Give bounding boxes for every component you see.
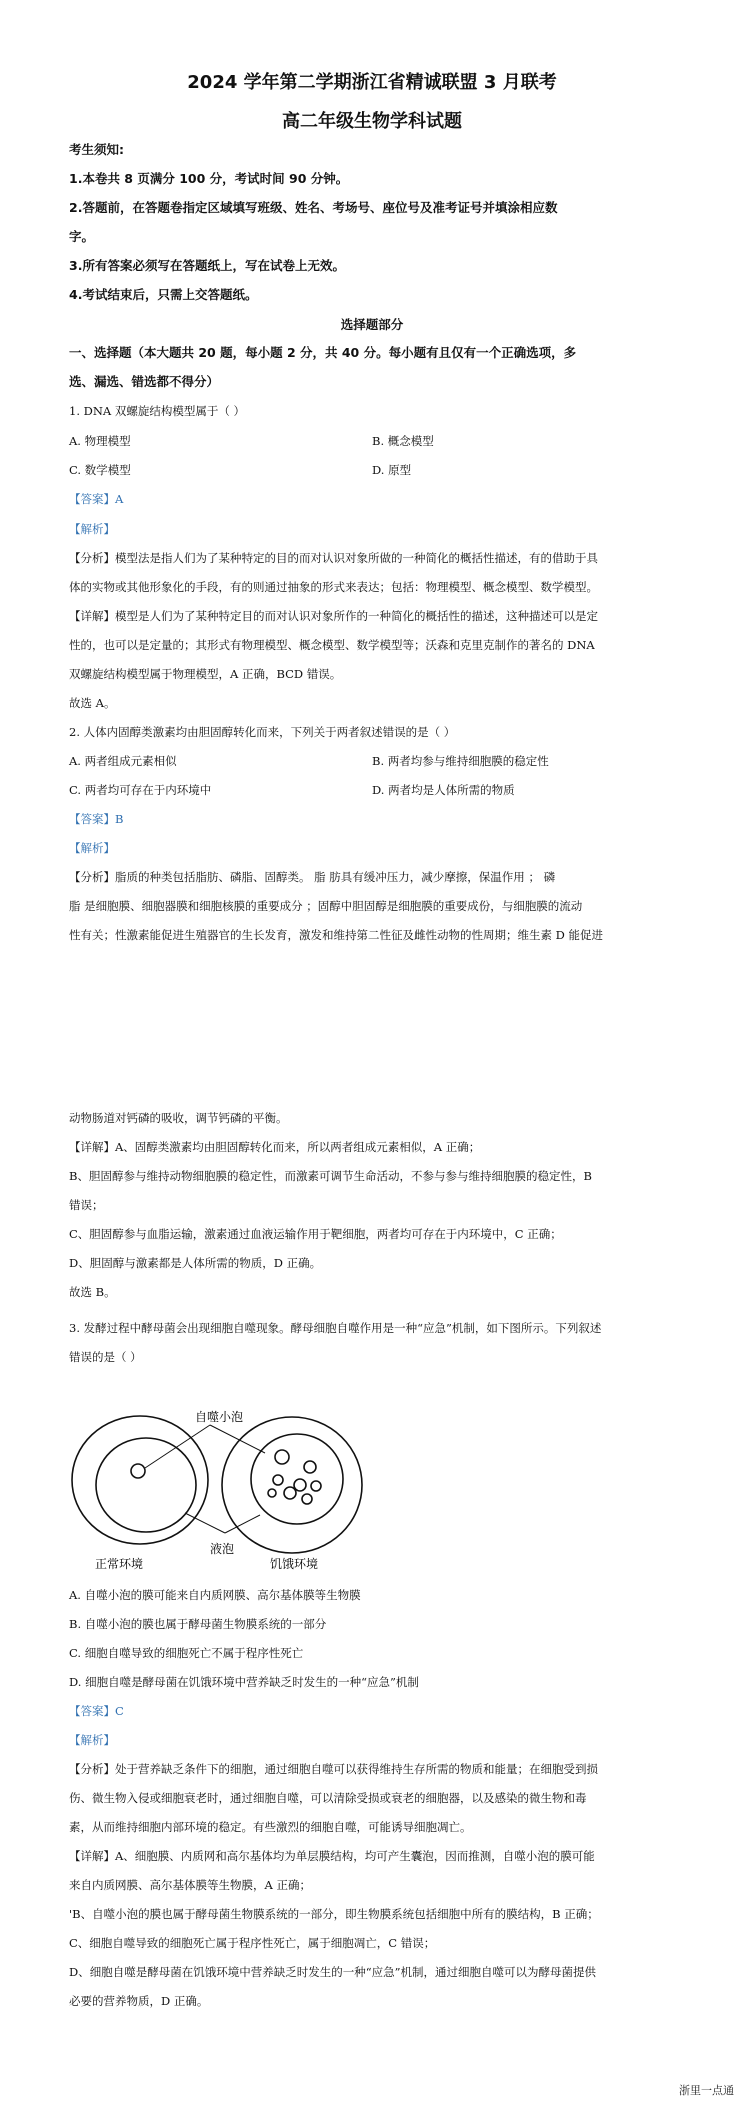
q2-line: 错误； bbox=[69, 1198, 104, 1212]
q2-option-a: A. 两者组成元素相似 bbox=[69, 754, 177, 768]
q3-line: 来自内质网膜、高尔基体膜等生物膜，A 正确； bbox=[69, 1878, 311, 1892]
notice-heading: 考生须知: bbox=[69, 142, 124, 157]
label-normal: 正常环境 bbox=[95, 1557, 144, 1571]
footer-watermark: 浙里一点通 bbox=[679, 2084, 734, 2097]
q2-line: B、胆固醇参与维持动物细胞膜的稳定性，而激素可调节生命活动，不参与参与维持细胞膜的稳定性，B bbox=[69, 1169, 592, 1183]
q1-line: 【分析】模型法是指人们为了某种特定的目的而对认识对象所做的一种简化的概括性描述，有的借助于具 bbox=[69, 551, 598, 565]
q3-option-d: D. 细胞自噬是酵母菌在饥饿环境中营养缺乏时发生的一种“应急”机制 bbox=[69, 1675, 419, 1689]
q1-option-a: A. 物理模型 bbox=[69, 434, 131, 448]
q2-option-d: D. 两者均是人体所需的物质 bbox=[372, 783, 515, 797]
q1-option-c: C. 数学模型 bbox=[69, 463, 131, 477]
q1-analysis-label: 【解析】 bbox=[69, 522, 115, 536]
q3-line: D、细胞自噬是酵母菌在饥饿环境中营养缺乏时发生的一种“应急”机制，通过细胞自噬可以为酵母菌提供 bbox=[69, 1965, 596, 1979]
q3-option-b: B. 自噬小泡的膜也属于酵母菌生物膜系统的一部分 bbox=[69, 1617, 327, 1631]
q1-line: 故选 A。 bbox=[69, 696, 116, 710]
q2-line: 【详解】A、固醇类激素均由胆固醇转化而来，所以两者组成元素相似，A 正确； bbox=[69, 1140, 481, 1154]
normal-cell-outer bbox=[72, 1416, 208, 1544]
q3-line: 【详解】A、细胞膜、内质网和高尔基体均为单层膜结构，均可产生囊泡，因而推测，自噬小泡的膜可能 bbox=[69, 1849, 595, 1863]
q3-line: 必要的营养物质，D 正确。 bbox=[69, 1994, 209, 2008]
normal-vacuole bbox=[96, 1438, 196, 1532]
q1-line: 双螺旋结构模型属于物理模型，A 正确，BCD 错误。 bbox=[69, 667, 342, 681]
q1-answer: 【答案】A bbox=[69, 492, 124, 506]
q1-stem: 1. DNA 双螺旋结构模型属于（ ） bbox=[69, 404, 246, 418]
q3-option-a: A. 自噬小泡的膜可能来自内质网膜、高尔基体膜等生物膜 bbox=[69, 1588, 361, 1602]
q3-line: 【分析】处于营养缺乏条件下的细胞，通过细胞自噬可以获得维持生存所需的物质和能量；在细胞受到损 bbox=[69, 1762, 598, 1776]
q2-option-c: C. 两者均可存在于内环境中 bbox=[69, 783, 212, 797]
q3-answer: 【答案】C bbox=[69, 1704, 124, 1718]
q2-line: 故选 B。 bbox=[69, 1285, 116, 1299]
yeast-autophagy-figure bbox=[60, 1405, 370, 1580]
normal-autophagosome bbox=[131, 1464, 145, 1478]
label-starve: 饥饿环境 bbox=[270, 1557, 319, 1571]
q3-option-c: C. 细胞自噬导致的细胞死亡不属于程序性死亡 bbox=[69, 1646, 304, 1660]
q2-answer: 【答案】B bbox=[69, 812, 124, 826]
q3-stem: 3. 发酵过程中酵母菌会出现细胞自噬现象。酵母细胞自噬作用是一种“应急”机制，如下图所示。下列叙述 bbox=[69, 1321, 602, 1335]
notice-item: 4.考试结束后，只需上交答题纸。 bbox=[69, 287, 258, 302]
q3-analysis-label: 【解析】 bbox=[69, 1733, 115, 1747]
q1-line: 性的，也可以是定量的；其形式有物理模型、概念模型、数学模型等；沃森和克里克制作的著名的 DNA bbox=[69, 638, 595, 652]
q2-line: C、胆固醇参与血脂运输，激素通过血液运输作用于靶细胞，两者均可存在于内环境中，C 正确； bbox=[69, 1227, 562, 1241]
q1-option-d: D. 原型 bbox=[372, 463, 412, 477]
q2-line: 【分析】脂质的种类包括脂肪、磷脂、固醇类。 脂 肪具有缓冲压力，减少摩擦，保温作用 ； 磷 bbox=[69, 870, 556, 884]
exam-subtitle: 高二年级生物学科试题 bbox=[282, 111, 462, 132]
q2-line: D、胆固醇与激素都是人体所需的物质，D 正确。 bbox=[69, 1256, 322, 1270]
section-title: 选择题部分 bbox=[340, 317, 404, 332]
starve-cell-outer bbox=[222, 1417, 362, 1553]
q1-line: 【详解】模型是人们为了某种特定目的而对认识对象所作的一种简化的概括性的描述，这种描述可以是定 bbox=[69, 609, 598, 623]
q2-analysis-label: 【解析】 bbox=[69, 841, 115, 855]
q2-line: 脂 是细胞膜、细胞器膜和细胞核膜的重要成分 ；固醇中胆固醇是细胞膜的重要成份，与细胞膜的流动 bbox=[69, 899, 583, 913]
q3-line: 伤、微生物入侵或细胞衰老时，通过细胞自噬，可以清除受损或衰老的细胞器，以及感染的微生物和毒 bbox=[69, 1791, 587, 1805]
notice-item: 2.答题前，在答题卷指定区域填写班级、姓名、考场号、座位号及准考证号并填涂相应数 bbox=[69, 200, 558, 215]
notice-item: 字。 bbox=[69, 229, 95, 244]
notice-item: 3.所有答案必须写在答题纸上，写在试卷上无效。 bbox=[69, 258, 345, 273]
exam-title: 2024 学年第二学期浙江省精诚联盟 3 月联考 bbox=[187, 72, 557, 93]
q2-option-b: B. 两者均参与维持细胞膜的稳定性 bbox=[372, 754, 549, 768]
q3-line: C、细胞自噬导致的细胞死亡属于程序性死亡，属于细胞凋亡，C 错误； bbox=[69, 1936, 436, 1950]
q1-option-b: B. 概念模型 bbox=[372, 434, 434, 448]
notice-item: 1.本卷共 8 页满分 100 分，考试时间 90 分钟。 bbox=[69, 171, 349, 186]
q3-stem: 错误的是（ ） bbox=[69, 1350, 142, 1364]
q2-stem: 2. 人体内固醇类激素均由胆固醇转化而来，下列关于两者叙述错误的是（ ） bbox=[69, 725, 456, 739]
section-intro: 一、选择题（本大题共 20 题，每小题 2 分，共 40 分。每小题有且仅有一个正确选项，多 bbox=[69, 345, 577, 360]
label-autophagosome: 自噬小泡 bbox=[195, 1410, 244, 1424]
q1-line: 体的实物或其他形象化的手段，有的则通过抽象的形式来表达；包括：物理模型、概念模型、数学模型。 bbox=[69, 580, 598, 594]
q2-line: 性有关；性激素能促进生殖器官的生长发育，激发和维持第二性征及雌性动物的性周期；维生素 D 能促进 bbox=[69, 928, 604, 942]
label-vacuole: 液泡 bbox=[210, 1542, 235, 1556]
q3-line: 'B、自噬小泡的膜也属于酵母菌生物膜系统的一部分，即生物膜系统包括细胞中所有的膜结构，B 正确； bbox=[69, 1907, 599, 1921]
q2-line: 动物肠道对钙磷的吸收，调节钙磷的平衡。 bbox=[69, 1111, 288, 1125]
section-intro: 选、漏选、错选都不得分） bbox=[69, 374, 220, 389]
q3-line: 素，从而维持细胞内部环境的稳定。有些激烈的细胞自噬，可能诱导细胞凋亡。 bbox=[69, 1820, 472, 1834]
